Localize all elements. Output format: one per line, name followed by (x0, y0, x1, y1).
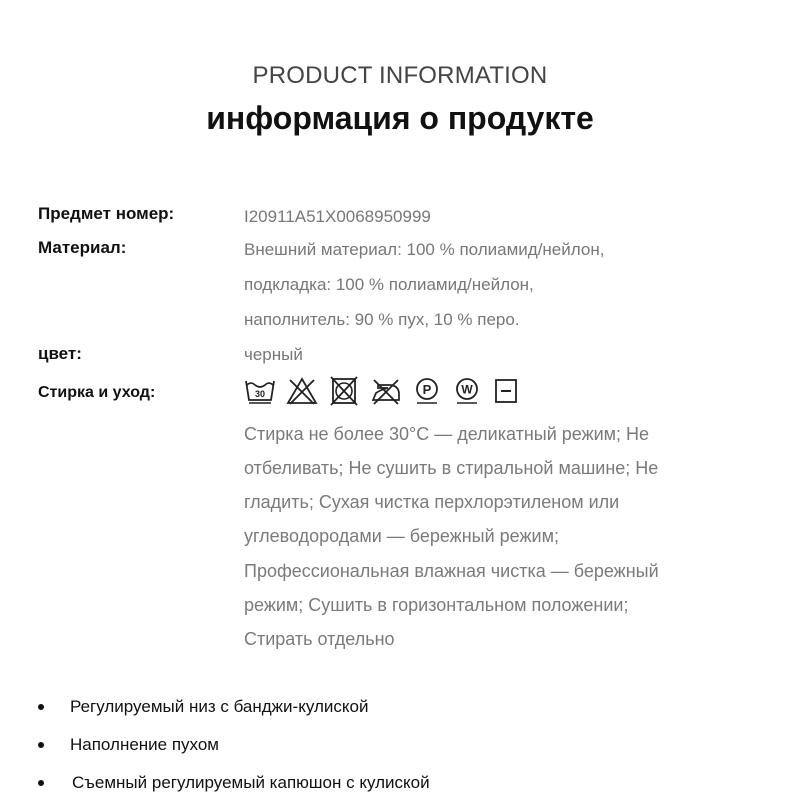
title-en: PRODUCT INFORMATION (252, 62, 548, 89)
wet-clean-letter: W (461, 382, 473, 396)
no-bleach-icon (286, 376, 318, 411)
care-label: Стирка и уход: (38, 384, 156, 401)
no-tumble-dry-icon (328, 376, 360, 411)
color-label: цвет: (38, 344, 82, 363)
material-line-2: подкладка: 100 % полиамид/нейлон, (244, 275, 534, 294)
dry-flat-icon (492, 376, 520, 411)
dry-clean-p-icon (412, 376, 442, 411)
care-line-3: гладить; Сухая чистка перхлорэтиленом или (244, 492, 620, 512)
feature-text: Регулируемый низ с банджи-кулиской (70, 697, 369, 716)
material-line-3: наполнитель: 90 % пух, 10 % перо. (244, 310, 520, 329)
care-line-5: Профессиональная влажная чистка — бережный (244, 561, 659, 581)
feature-text: Съемный регулируемый капюшон с кулиской (72, 773, 430, 792)
item-number-value: I20911A51X0068950999 (244, 207, 431, 226)
dry-clean-letter: P (422, 381, 432, 397)
color-value: черный (244, 345, 303, 364)
care-line-1: Стирка не более 30°C — деликатный режим; Не (244, 424, 650, 444)
no-iron-icon (370, 376, 402, 411)
wash-temp-text: 30 (254, 388, 266, 399)
care-line-2: отбеливать; Не сушить в стиральной машине; Не (244, 458, 659, 478)
wet-clean-w-icon (452, 376, 482, 411)
care-line-4: углеводородами — бережный режим; (244, 526, 559, 546)
care-line-6: режим; Сушить в горизонтальном положении; (244, 595, 629, 615)
feature-text: Наполнение пухом (70, 735, 219, 754)
care-icons (244, 376, 520, 410)
bullet-dot (38, 742, 44, 748)
material-line-1: Внешний материал: 100 % полиамид/нейлон, (244, 240, 605, 259)
care-line-7: Стирать отдельно (244, 629, 395, 649)
bullet-dot (38, 780, 44, 786)
wash-30-gentle-icon (244, 376, 276, 411)
page-title: информация о продукте (206, 100, 594, 136)
item-number-label: Предмет номер: (38, 204, 175, 223)
material-label: Материал: (38, 238, 127, 257)
bullet-dot (38, 704, 44, 710)
